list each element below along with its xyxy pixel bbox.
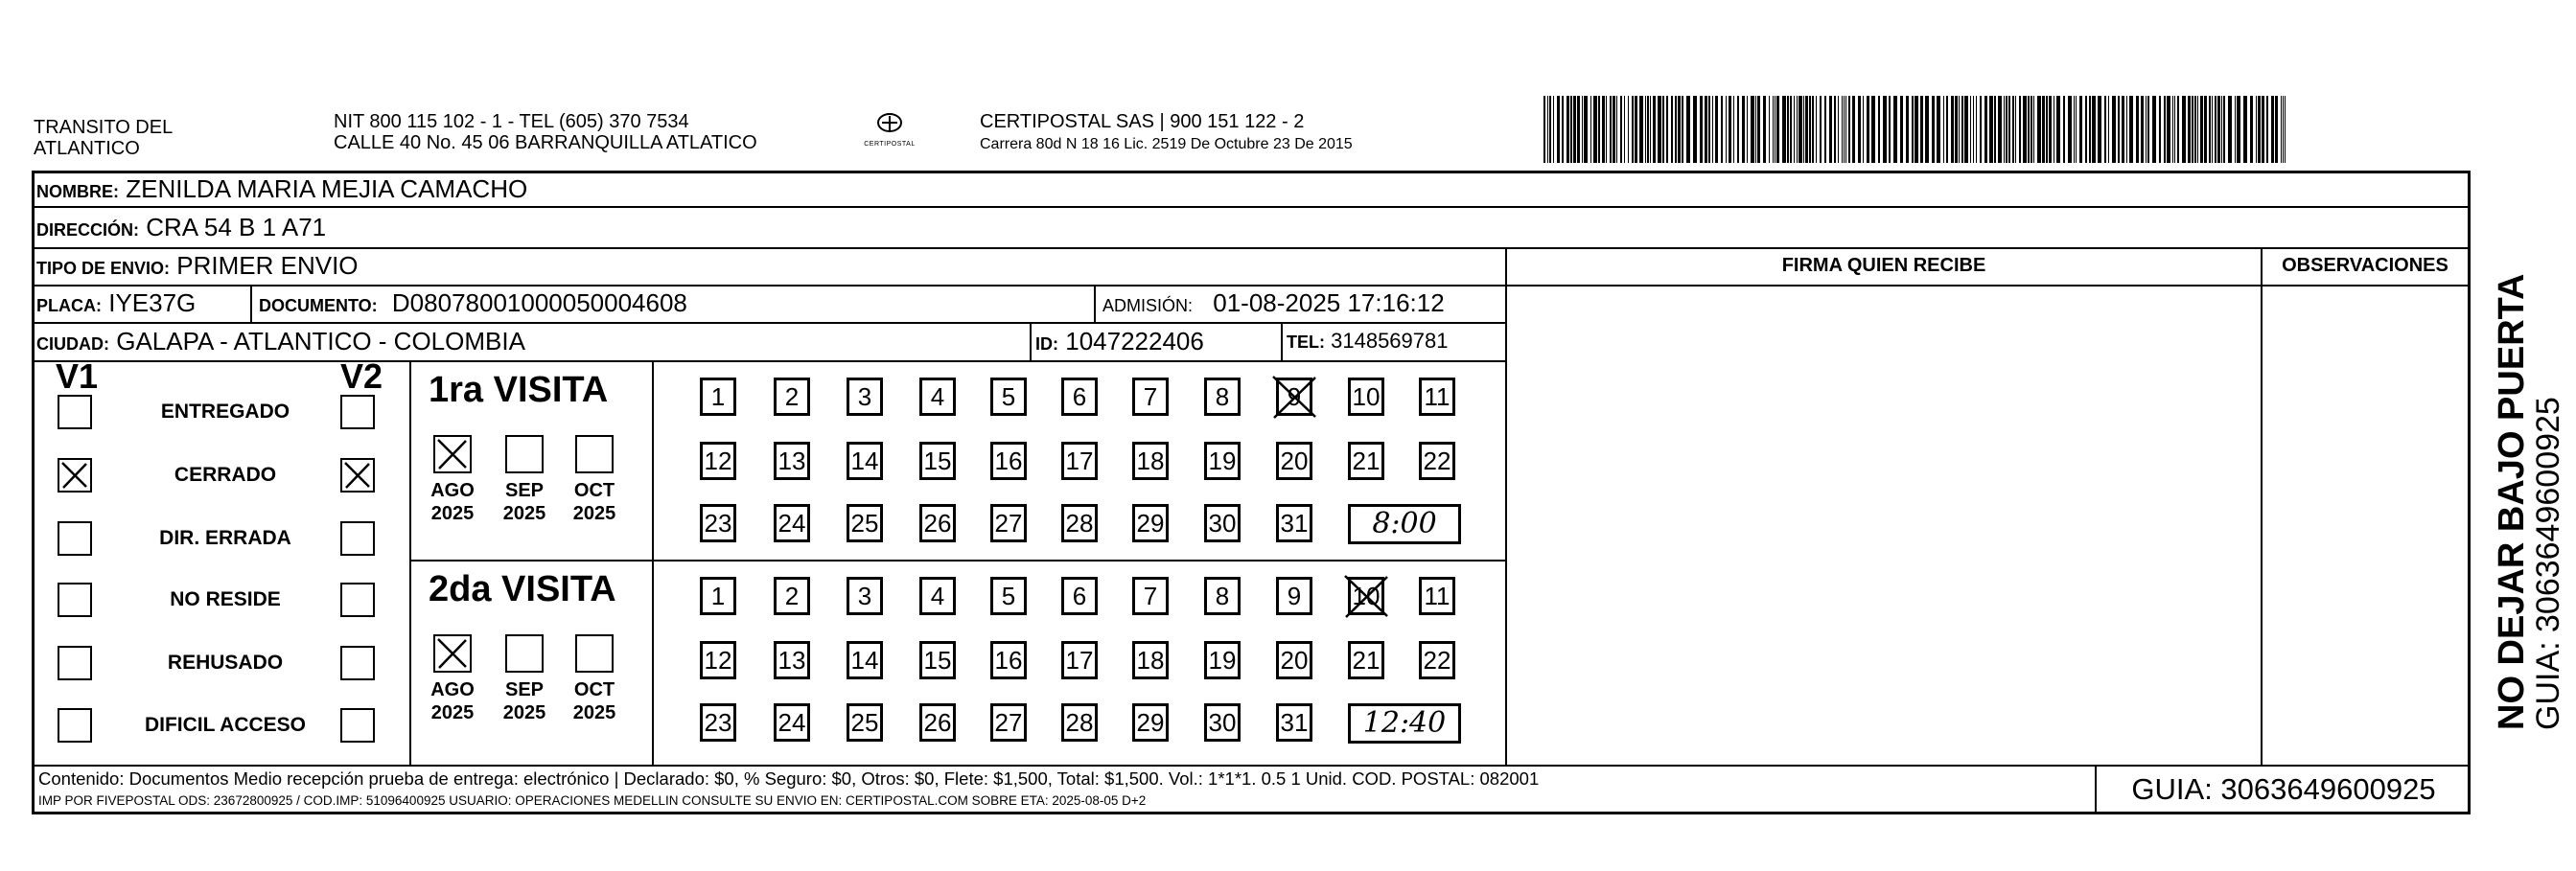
visit-2-day-20[interactable]: 20 bbox=[1276, 641, 1312, 679]
visit-1-day-29[interactable]: 29 bbox=[1132, 504, 1169, 542]
sender-contact bbox=[334, 111, 757, 153]
visit-1-day-6[interactable]: 6 bbox=[1061, 378, 1098, 416]
v1-checkbox-entregado[interactable] bbox=[58, 395, 92, 429]
ciudad-field bbox=[36, 327, 525, 358]
v1-checkbox-no-reside[interactable] bbox=[58, 583, 92, 617]
visit-1-day-25[interactable]: 25 bbox=[847, 504, 883, 542]
visit-2-day-6[interactable]: 6 bbox=[1061, 577, 1098, 615]
tel-field bbox=[1287, 327, 1448, 356]
placa-value: IYE37G bbox=[108, 288, 197, 317]
sender-line-1: TRANSITO DEL bbox=[34, 117, 174, 138]
visit-title-1: 1ra VISITA bbox=[429, 370, 609, 410]
month-year: 2025 bbox=[572, 702, 616, 723]
visit-2-day-29[interactable]: 29 bbox=[1132, 703, 1169, 742]
v2-checkbox-entregado[interactable] bbox=[340, 395, 375, 429]
visit-1-day-27[interactable]: 27 bbox=[990, 504, 1027, 542]
tipo-envio-row bbox=[36, 251, 359, 283]
visit-2-day-31[interactable]: 31 bbox=[1276, 703, 1312, 742]
courier-logo-icon bbox=[870, 111, 909, 136]
visit-2-day-30[interactable]: 30 bbox=[1204, 703, 1241, 742]
tel-value: 3148569781 bbox=[1331, 329, 1449, 353]
sender-name bbox=[34, 117, 173, 159]
month-year: 2025 bbox=[430, 503, 475, 524]
visit-2-day-21[interactable]: 21 bbox=[1348, 641, 1384, 679]
v2-label: V2 bbox=[340, 356, 383, 396]
visit-2-day-24[interactable]: 24 bbox=[774, 703, 810, 742]
admision-field bbox=[1102, 288, 1445, 320]
visit-2-month-label bbox=[568, 678, 621, 724]
visit-2-day-26[interactable]: 26 bbox=[919, 703, 956, 742]
visit-1-day-10[interactable]: 10 bbox=[1348, 378, 1384, 416]
direccion-row bbox=[36, 213, 326, 244]
visit-2-day-16[interactable]: 16 bbox=[990, 641, 1027, 679]
visit-1-day-17[interactable]: 17 bbox=[1061, 442, 1098, 480]
no-dejar-warning: NO DEJAR BAJO PUERTA bbox=[2492, 273, 2532, 730]
imp-line: IMP POR FIVEPOSTAL ODS: 23672800925 / COD.IMP: 51096400925 USUARIO: OPERACIONES MEDELLIN CONSULTE SU ENVIO EN: CERTIPOSTAL.COM SOBRE ETA: 2025-08-05 D+2 bbox=[38, 793, 1147, 808]
status-option-label: NO RESIDE bbox=[170, 588, 281, 610]
visit-2-day-17[interactable]: 17 bbox=[1061, 641, 1098, 679]
month-name: AGO bbox=[430, 679, 475, 700]
nombre-value: ZENILDA MARIA MEJIA CAMACHO bbox=[126, 174, 528, 203]
visit-1-day-23[interactable]: 23 bbox=[700, 504, 736, 542]
status-option-label: CERRADO bbox=[174, 464, 277, 486]
visit-1-day-8[interactable]: 8 bbox=[1204, 378, 1241, 416]
id-field bbox=[1035, 327, 1204, 358]
visit-1-day-15[interactable]: 15 bbox=[919, 442, 956, 480]
id-label: ID: bbox=[1035, 334, 1058, 354]
barcode bbox=[1543, 96, 2286, 163]
visit-2-month-checkbox-ago[interactable] bbox=[433, 634, 472, 673]
nit-line: NIT 800 115 102 - 1 - TEL (605) 370 7534 bbox=[334, 111, 689, 132]
visit-1-month-label bbox=[426, 479, 479, 525]
visit-2-day-4[interactable]: 4 bbox=[919, 577, 956, 615]
handwritten-time: 12:40 bbox=[1362, 706, 1447, 740]
v1-checkbox-dir-errada[interactable] bbox=[58, 521, 92, 556]
ciudad-value: GALAPA - ATLANTICO - COLOMBIA bbox=[116, 327, 525, 355]
direccion-value: CRA 54 B 1 A71 bbox=[146, 213, 327, 241]
courier-line: CERTIPOSTAL SAS | 900 151 122 - 2 bbox=[980, 111, 1305, 132]
v2-checkbox-dir-errada[interactable] bbox=[340, 521, 375, 556]
visit-1-day-19[interactable]: 19 bbox=[1204, 442, 1241, 480]
nombre-label: NOMBRE: bbox=[36, 182, 119, 201]
v2-checkbox-no-reside[interactable] bbox=[340, 583, 375, 617]
visit-1-day-28[interactable]: 28 bbox=[1061, 504, 1098, 542]
courier-license: Carrera 80d N 18 16 Lic. 2519 De Octubre 23 De 2015 bbox=[980, 136, 1353, 152]
visit-2-day-12[interactable]: 12 bbox=[700, 641, 736, 679]
observaciones-area[interactable] bbox=[2263, 286, 2468, 763]
visit-2-day-14[interactable]: 14 bbox=[847, 641, 883, 679]
status-option-label: DIFICIL ACCESO bbox=[144, 714, 306, 736]
visit-1-day-3[interactable]: 3 bbox=[847, 378, 883, 416]
visit-2-time-box[interactable] bbox=[1348, 703, 1461, 744]
handwritten-time: 8:00 bbox=[1372, 507, 1437, 540]
month-year: 2025 bbox=[430, 702, 475, 723]
month-year: 2025 bbox=[502, 702, 546, 723]
visit-1-day-21[interactable]: 21 bbox=[1348, 442, 1384, 480]
v1-label: V1 bbox=[56, 356, 99, 396]
v2-checkbox-dificil-acceso[interactable] bbox=[340, 708, 375, 743]
contenido-line: Contenido: Documentos Medio recepción prueba de entrega: electrónico | Declarado: $0, % Seguro: $0, Otros: $0, Flete: $1,500, Total: $1,500. Vol.: 1*1*1. 0.5 1 Unid. COD. POSTAL: 082001 bbox=[38, 768, 1540, 789]
placa-label: PLACA: bbox=[36, 296, 102, 315]
visit-1-day-1[interactable]: 1 bbox=[700, 378, 736, 416]
firma-header: FIRMA QUIEN RECIBE bbox=[1781, 255, 1986, 276]
visit-1-day-30[interactable]: 30 bbox=[1204, 504, 1241, 542]
firma-area[interactable] bbox=[1507, 286, 2259, 763]
visit-2-day-3[interactable]: 3 bbox=[847, 577, 883, 615]
admision-value: 01-08-2025 17:16:12 bbox=[1213, 288, 1445, 317]
v1-checkbox-rehusado[interactable] bbox=[58, 646, 92, 680]
admision-label: ADMISIÓN: bbox=[1102, 296, 1194, 315]
tipo-envio-value: PRIMER ENVIO bbox=[176, 251, 359, 280]
v2-checkbox-cerrado[interactable] bbox=[340, 458, 375, 493]
visit-1-day-20[interactable]: 20 bbox=[1276, 442, 1312, 480]
visit-2-day-13[interactable]: 13 bbox=[774, 641, 810, 679]
month-year: 2025 bbox=[502, 503, 546, 524]
visit-1-day-14[interactable]: 14 bbox=[847, 442, 883, 480]
month-year: 2025 bbox=[572, 503, 616, 524]
placa-field bbox=[36, 288, 196, 320]
id-value: 1047222406 bbox=[1065, 327, 1204, 355]
visit-1-day-2[interactable]: 2 bbox=[774, 378, 810, 416]
status-option-label: ENTREGADO bbox=[160, 401, 290, 423]
visit-2-day-5[interactable]: 5 bbox=[990, 577, 1027, 615]
visit-1-day-22[interactable]: 22 bbox=[1419, 442, 1455, 480]
ciudad-label: CIUDAD: bbox=[36, 334, 109, 354]
courier-logo bbox=[861, 111, 918, 148]
visit-2-day-1[interactable]: 1 bbox=[700, 577, 736, 615]
visit-1-day-26[interactable]: 26 bbox=[919, 504, 956, 542]
visit-1-day-24[interactable]: 24 bbox=[774, 504, 810, 542]
visit-1-day-4[interactable]: 4 bbox=[919, 378, 956, 416]
visit-1-day-13[interactable]: 13 bbox=[774, 442, 810, 480]
visit-2-day-10[interactable]: 10 bbox=[1348, 577, 1384, 615]
status-option-label: DIR. ERRADA bbox=[159, 527, 291, 549]
visit-1-month-label bbox=[568, 479, 621, 525]
visit-1-month-label bbox=[498, 479, 551, 525]
status-option-label: REHUSADO bbox=[167, 652, 284, 674]
visit-2-day-15[interactable]: 15 bbox=[919, 641, 956, 679]
documento-value: D08078001000050004608 bbox=[391, 288, 687, 317]
nombre-row bbox=[36, 174, 527, 206]
guia-box: GUIA: 3063649600925 bbox=[2131, 772, 2436, 806]
visit-2-month-label bbox=[426, 678, 479, 724]
visit-1-day-12[interactable]: 12 bbox=[700, 442, 736, 480]
v1-checkbox-cerrado[interactable] bbox=[58, 458, 92, 493]
side-guia: GUIA: 3063649600925 bbox=[2530, 397, 2566, 730]
direccion-label: DIRECCIÓN: bbox=[36, 220, 139, 240]
month-name: OCT bbox=[573, 679, 615, 700]
visit-2-day-23[interactable]: 23 bbox=[700, 703, 736, 742]
visit-1-day-31[interactable]: 31 bbox=[1276, 504, 1312, 542]
visit-2-day-2[interactable]: 2 bbox=[774, 577, 810, 615]
visit-1-month-checkbox-oct[interactable] bbox=[575, 435, 614, 473]
visit-1-month-checkbox-sep[interactable] bbox=[505, 435, 544, 473]
visit-1-day-16[interactable]: 16 bbox=[990, 442, 1027, 480]
tel-label: TEL: bbox=[1287, 332, 1325, 352]
sender-line-2: ATLANTICO bbox=[34, 138, 140, 159]
visit-2-day-8[interactable]: 8 bbox=[1204, 577, 1241, 615]
address-line: CALLE 40 No. 45 06 BARRANQUILLA ATLATICO bbox=[334, 132, 757, 153]
visit-1-day-5[interactable]: 5 bbox=[990, 378, 1027, 416]
visit-2-day-9[interactable]: 9 bbox=[1276, 577, 1312, 615]
documento-label: DOCUMENTO: bbox=[259, 296, 378, 315]
visit-1-day-9[interactable]: 9 bbox=[1276, 378, 1312, 416]
courier-info bbox=[980, 111, 1353, 153]
visit-2-day-27[interactable]: 27 bbox=[990, 703, 1027, 742]
visit-2-month-label bbox=[498, 678, 551, 724]
visit-2-day-22[interactable]: 22 bbox=[1419, 641, 1455, 679]
visit-2-day-25[interactable]: 25 bbox=[847, 703, 883, 742]
visit-1-month-checkbox-ago[interactable] bbox=[433, 435, 472, 473]
month-name: SEP bbox=[504, 679, 545, 700]
visit-1-time-box[interactable] bbox=[1348, 504, 1461, 544]
visit-2-month-checkbox-oct[interactable] bbox=[575, 634, 614, 673]
visit-2-day-18[interactable]: 18 bbox=[1132, 641, 1169, 679]
tipo-envio-label: TIPO DE ENVIO: bbox=[36, 259, 171, 278]
month-name: OCT bbox=[573, 480, 615, 501]
courier-logo-text: CERTIPOSTAL bbox=[864, 141, 916, 148]
documento-field bbox=[259, 288, 687, 320]
month-name: AGO bbox=[430, 480, 475, 501]
visit-2-day-7[interactable]: 7 bbox=[1132, 577, 1169, 615]
month-name: SEP bbox=[504, 480, 545, 501]
observaciones-header: OBSERVACIONES bbox=[2282, 255, 2448, 276]
visit-title-2: 2da VISITA bbox=[429, 569, 616, 609]
visit-2-day-19[interactable]: 19 bbox=[1204, 641, 1241, 679]
v1-checkbox-dificil-acceso[interactable] bbox=[58, 708, 92, 743]
visit-1-day-18[interactable]: 18 bbox=[1132, 442, 1169, 480]
v2-checkbox-rehusado[interactable] bbox=[340, 646, 375, 680]
visit-1-day-7[interactable]: 7 bbox=[1132, 378, 1169, 416]
visit-2-day-11[interactable]: 11 bbox=[1419, 577, 1455, 615]
visit-2-month-checkbox-sep[interactable] bbox=[505, 634, 544, 673]
side-text bbox=[2493, 274, 2565, 730]
visit-2-day-28[interactable]: 28 bbox=[1061, 703, 1098, 742]
visit-1-day-11[interactable]: 11 bbox=[1419, 378, 1455, 416]
